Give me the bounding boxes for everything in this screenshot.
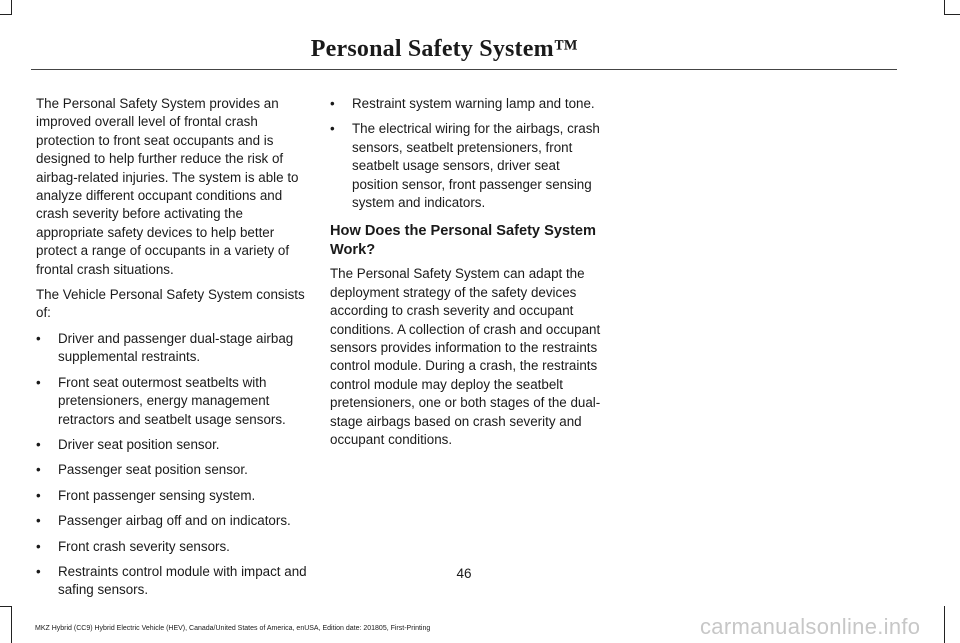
crop-mark-bottom-right-vertical bbox=[944, 606, 945, 643]
crop-mark-top-right-horizontal bbox=[944, 14, 960, 15]
list-item: • Front passenger sensing system. bbox=[36, 487, 308, 505]
intro-paragraph: The Personal Safety System provides an improved overall level of frontal crash protection to front seat occupants and is designed to help further reduce the risk of airbag-related injuries. The system is able to analyze different occupant conditions and crash severity before activating the appropriate safety devices to help better protect a range of occupants in a variety of frontal crash situations. bbox=[36, 96, 299, 277]
components-list-continued bbox=[330, 95, 602, 212]
left-column bbox=[36, 95, 308, 607]
right-column bbox=[330, 95, 602, 457]
section-paragraph: The Personal Safety System can adapt the deployment strategy of the safety devices according to crash severity and occupant conditions. A collection of crash and occupant sensors provides information to the restraints control module. During a crash, the restraints control module may deploy the seatbelt pretensioners, one or both stages of the dual-stage airbags based on crash severity and occupant conditions. bbox=[330, 266, 601, 448]
crop-mark-bottom-left-horizontal bbox=[0, 606, 12, 607]
components-list bbox=[36, 330, 308, 600]
list-item: • The electrical wiring for the airbags, crash sensors, seatbelt pretensioners, front seatbelt usage sensors, driver seat position sensor, front passenger sensing system and indicators. bbox=[330, 120, 602, 212]
watermark: carmanualsonline.info bbox=[700, 614, 921, 639]
list-item: • Driver and passenger dual-stage airbag supplemental restraints. bbox=[36, 330, 308, 367]
list-item: • Front crash severity sensors. bbox=[36, 538, 308, 556]
page-title: Personal Safety System™ bbox=[310, 36, 578, 62]
crop-mark-top-right-vertical bbox=[944, 0, 945, 14]
edition-footer: MKZ Hybrid (CC9) Hybrid Electric Vehicle (HEV), Canada/United States of America, enUSA, Edition date: 201805, First-Printing bbox=[35, 625, 431, 632]
list-item: • Restraint system warning lamp and tone. bbox=[330, 95, 602, 113]
header-rule bbox=[31, 69, 897, 70]
consists-of-paragraph: The Vehicle Personal Safety System consists of: bbox=[36, 287, 305, 321]
crop-mark-top-left-vertical bbox=[11, 0, 12, 14]
list-item: • Restraints control module with impact and safing sensors. bbox=[36, 563, 308, 600]
list-item: • Passenger seat position sensor. bbox=[36, 461, 308, 479]
section-heading: How Does the Personal Safety System Work? bbox=[330, 223, 597, 258]
list-item: • Driver seat position sensor. bbox=[36, 436, 308, 454]
list-item: • Front seat outermost seatbelts with pretensioners, energy management retractors and seatbelt usage sensors. bbox=[36, 374, 308, 429]
crop-mark-bottom-left-vertical bbox=[11, 606, 12, 643]
page-number: 46 bbox=[456, 566, 472, 581]
list-item: • Passenger airbag off and on indicators. bbox=[36, 512, 308, 530]
crop-mark-top-left-horizontal bbox=[0, 14, 12, 15]
